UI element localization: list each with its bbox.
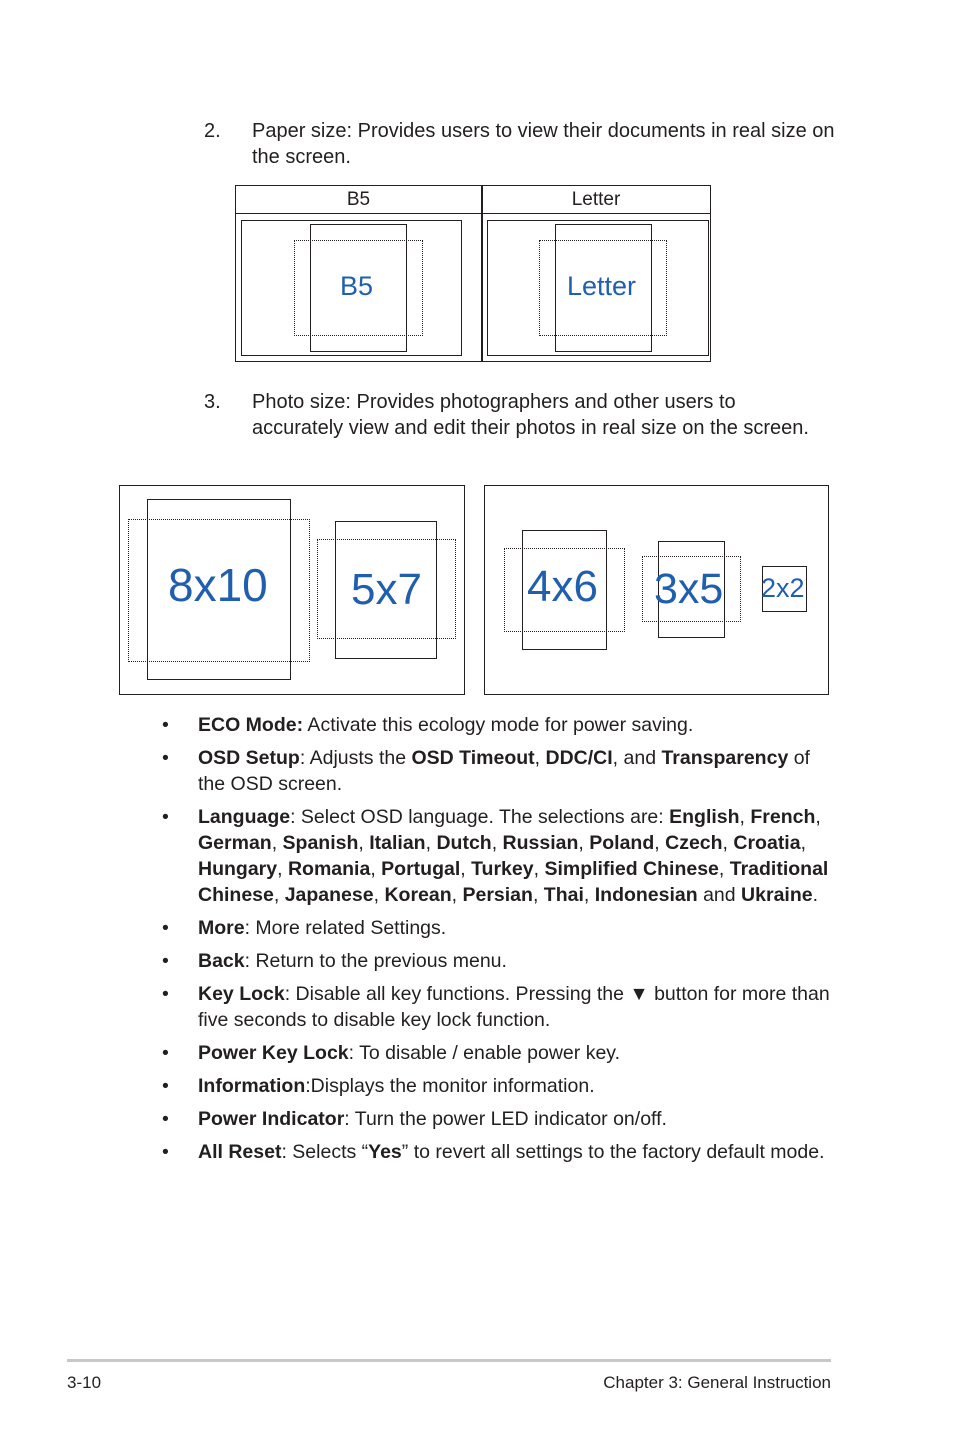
- table-header-b5: B5: [236, 186, 481, 214]
- separator: ,: [532, 884, 544, 906]
- bullet-power-indicator: [162, 1106, 842, 1132]
- label-5x7: 5x7: [351, 565, 422, 614]
- language-item: Korean: [384, 884, 452, 906]
- bullet-osd-setup: [162, 745, 842, 797]
- desc: : Turn the power LED indicator on/off.: [344, 1108, 667, 1130]
- bullet-dot: •: [162, 806, 169, 828]
- desc: , and: [612, 747, 662, 769]
- item-number: 3.: [204, 391, 221, 413]
- separator: ,: [739, 806, 751, 828]
- bullet-back: [162, 948, 842, 974]
- language-item: Spanish: [282, 832, 359, 854]
- separator: ,: [358, 832, 370, 854]
- table-header-letter: Letter: [482, 186, 710, 214]
- bullet-dot: •: [162, 950, 169, 972]
- separator: ,: [451, 884, 463, 906]
- separator: ,: [425, 832, 437, 854]
- desc: ” to revert all settings to the factory default mode.: [401, 1141, 825, 1163]
- separator: ,: [491, 832, 503, 854]
- bullet-dot: •: [162, 747, 169, 769]
- language-item: Czech: [665, 832, 723, 854]
- separator: ,: [370, 858, 382, 880]
- term: Information: [198, 1075, 306, 1097]
- desc: Activate this ecology mode for power saving.: [303, 714, 694, 736]
- label-2x2: 2x2: [761, 573, 805, 603]
- desc: : Adjusts the: [299, 747, 412, 769]
- separator: ,: [815, 806, 821, 828]
- bullet-all-reset: [162, 1139, 842, 1165]
- chapter-title: Chapter 3: General Instruction: [603, 1373, 831, 1392]
- language-item: Thai: [543, 884, 584, 906]
- language-item: Russian: [502, 832, 579, 854]
- language-item: Ukraine: [741, 884, 813, 906]
- keyword: OSD Timeout: [411, 747, 535, 769]
- language-item: German: [198, 832, 272, 854]
- desc: :Displays the monitor information.: [305, 1075, 595, 1097]
- label-8x10: 8x10: [168, 559, 268, 611]
- label-3x5: 3x5: [654, 565, 724, 613]
- separator: ,: [273, 884, 285, 906]
- language-item: Simplified Chinese: [544, 858, 719, 880]
- settings-bullet-list: [162, 712, 842, 1172]
- desc: : Select OSD language. The selections are:: [290, 806, 670, 828]
- term: All Reset: [198, 1141, 282, 1163]
- separator: ,: [578, 832, 590, 854]
- language-item: Japanese: [284, 884, 374, 906]
- separator: ,: [533, 858, 545, 880]
- separator: ,: [460, 858, 472, 880]
- bullet-dot: •: [162, 714, 169, 736]
- language-item: English: [669, 806, 740, 828]
- term: Power Indicator: [198, 1108, 345, 1130]
- footer-rule: [67, 1359, 831, 1362]
- label-letter: Letter: [567, 271, 637, 301]
- language-item: Italian: [369, 832, 426, 854]
- item-number: 2.: [204, 120, 221, 142]
- desc: : Disable all key functions. Pressing the ▼ button for more than five seconds to disable key lock function.: [198, 983, 830, 1031]
- paper-size-figure: [235, 185, 711, 362]
- language-item: Romania: [287, 858, 371, 880]
- term: More: [198, 917, 245, 939]
- separator: ,: [583, 884, 595, 906]
- item-text: Paper size: Provides users to view their documents in real size on the screen.: [252, 120, 835, 168]
- term: Language: [198, 806, 291, 828]
- language-item: Portugal: [381, 858, 461, 880]
- table-divider: [481, 186, 483, 361]
- bullet-more: [162, 915, 842, 941]
- bullet-key-lock: [162, 981, 842, 1033]
- language-item: French: [750, 806, 816, 828]
- bullet-power-key-lock: [162, 1040, 842, 1066]
- label-4x6: 4x6: [527, 562, 598, 611]
- list-item-paper-size: [204, 118, 844, 170]
- desc: .: [812, 884, 819, 906]
- language-item: Hungary: [198, 858, 278, 880]
- page-number: 3-10: [67, 1373, 102, 1392]
- bullet-eco-mode: [162, 712, 842, 738]
- desc: : Return to the previous menu.: [244, 950, 507, 972]
- separator: ,: [271, 832, 283, 854]
- bullet-dot: •: [162, 1075, 169, 1097]
- desc: and: [697, 884, 742, 906]
- language-item: Traditional Chinese: [198, 858, 829, 906]
- bullet-language: [162, 804, 842, 908]
- photo-panel-large: [119, 485, 465, 695]
- language-item: Poland: [589, 832, 655, 854]
- desc: ,: [534, 747, 546, 769]
- separator: ,: [800, 832, 806, 854]
- label-b5: B5: [340, 271, 374, 301]
- language-item: Croatia: [733, 832, 801, 854]
- desc: : To disable / enable power key.: [348, 1042, 621, 1064]
- desc: : Selects “: [281, 1141, 369, 1163]
- separator: ,: [373, 884, 385, 906]
- separator: ,: [722, 832, 734, 854]
- bullet-information: [162, 1073, 842, 1099]
- bullet-dot: •: [162, 1108, 169, 1130]
- separator: ,: [277, 858, 288, 880]
- keyword: Yes: [368, 1141, 402, 1163]
- keyword: DDC/CI: [545, 747, 613, 769]
- language-item: Persian: [462, 884, 533, 906]
- desc: : More related Settings.: [244, 917, 447, 939]
- bullet-dot: •: [162, 1042, 169, 1064]
- language-item: Indonesian: [594, 884, 698, 906]
- term: OSD Setup: [198, 747, 300, 769]
- term: Back: [198, 950, 245, 972]
- item-text: Photo size: Provides photographers and other users to accurately view and edit their photos in real size on the screen.: [252, 391, 809, 439]
- language-item: Dutch: [436, 832, 492, 854]
- list-item-photo-size: [204, 389, 844, 467]
- keyword: Transparency: [661, 747, 789, 769]
- desc: of the OSD screen.: [198, 747, 810, 795]
- term: Key Lock: [198, 983, 285, 1005]
- term: Power Key Lock: [198, 1042, 349, 1064]
- term: ECO Mode:: [198, 714, 304, 736]
- bullet-dot: •: [162, 983, 169, 1005]
- language-item: Turkey: [471, 858, 534, 880]
- separator: ,: [654, 832, 666, 854]
- bullet-dot: •: [162, 917, 169, 939]
- separator: ,: [718, 858, 730, 880]
- photo-panel-small: [484, 485, 829, 695]
- bullet-dot: •: [162, 1141, 169, 1163]
